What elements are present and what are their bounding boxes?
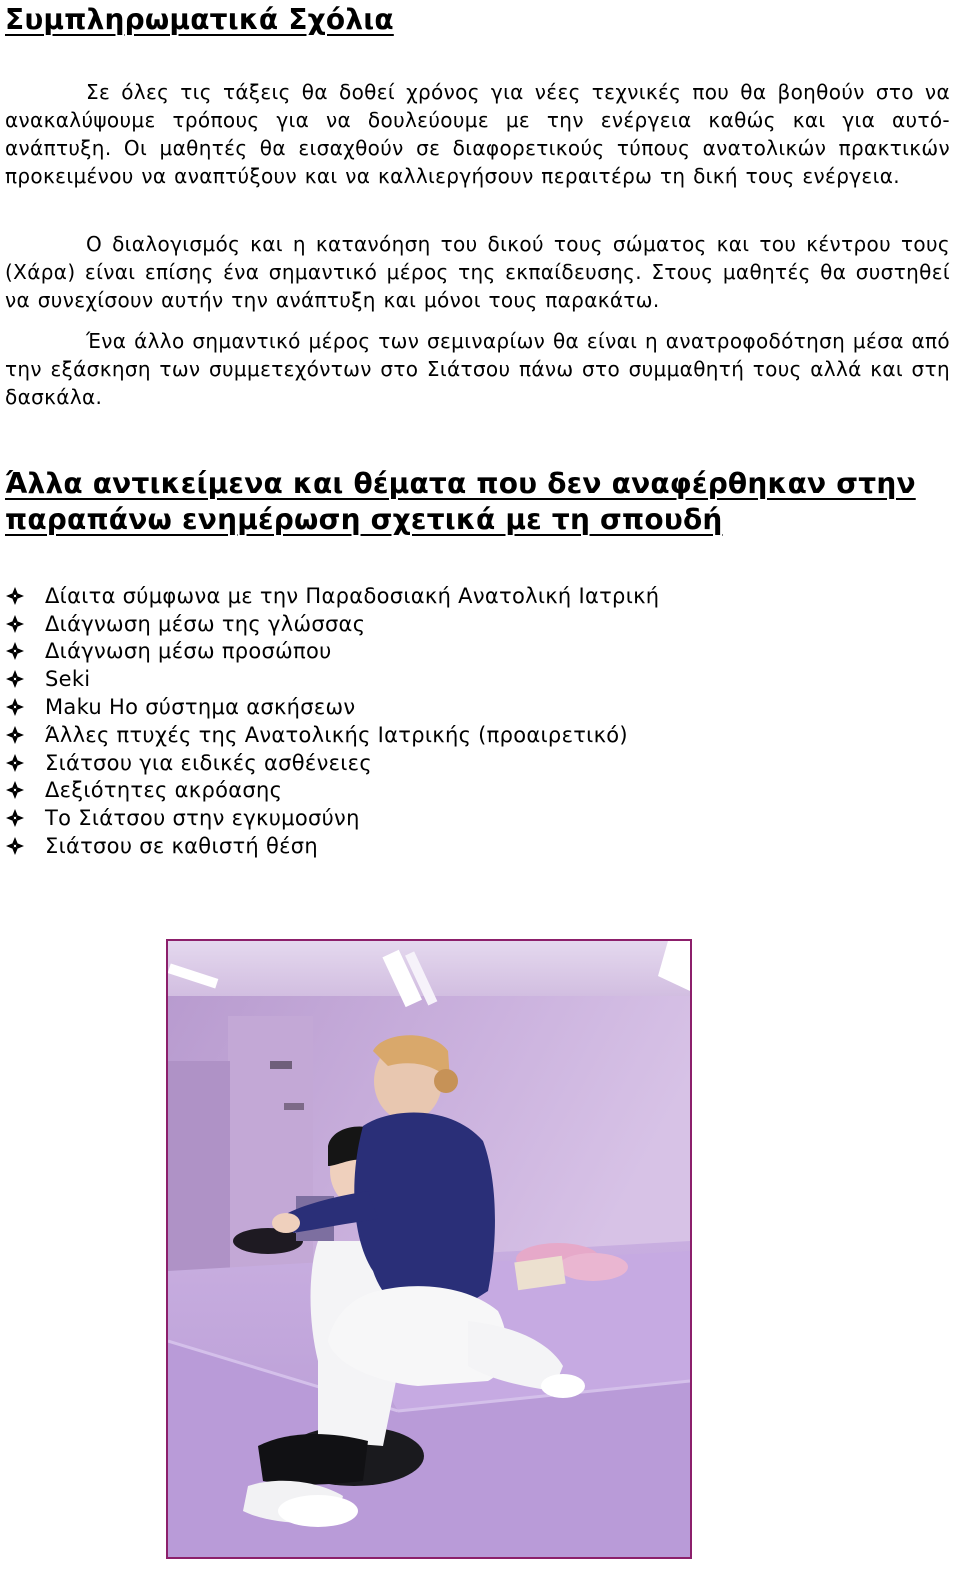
diamond-flower-bullet-icon [5, 614, 25, 634]
list-item-label: Seki [45, 667, 91, 692]
diamond-flower-bullet-icon [5, 641, 25, 661]
list-item-label: Σιάτσου για ειδικές ασθένειες [45, 750, 372, 775]
list-item [5, 832, 659, 860]
list-item [5, 749, 659, 777]
list-item [5, 665, 659, 693]
diamond-flower-bullet-icon [5, 725, 25, 745]
list-item-label: Maku Ho σύστημα ασκήσεων [45, 695, 356, 720]
list-item-label: Άλλες πτυχές της Ανατολικής Ιατρικής (προαιρετικό) [45, 722, 628, 747]
topics-list [5, 582, 659, 860]
diamond-flower-bullet-icon [5, 808, 25, 828]
list-item-label: Διάγνωση μέσω προσώπου [45, 639, 332, 664]
diamond-flower-bullet-icon [5, 753, 25, 773]
diamond-flower-bullet-icon [5, 697, 25, 717]
list-item [5, 721, 659, 749]
list-item [5, 610, 659, 638]
section-heading-supplementary-notes: Συμπληρωματικά Σχόλια [5, 3, 394, 36]
list-item-label: Δίαιτα σύμφωνα με την Παραδοσιακή Ανατολική Ιατρική [45, 583, 660, 608]
paragraph-meditation: Ο διαλογισμός και η κατανόηση του δικού τους σώματος και του κέντρου τους (Χάρα) είναι επίσης ένα σημαντικό μέρος της εκπαίδευσης. Στους μαθητές θα συστηθεί να συνεχίσουν αυτήν την ανάπτυξη και μόνοι τους παρακάτω. [5, 232, 950, 312]
diamond-flower-bullet-icon [5, 780, 25, 800]
list-item-label: Διάγνωση μέσω της γλώσσας [45, 611, 366, 636]
shiatsu-practice-photo [166, 939, 692, 1559]
list-item [5, 804, 659, 832]
list-item-label: Το Σιάτσου στην εγκυμοσύνη [45, 806, 360, 831]
diamond-flower-bullet-icon [5, 836, 25, 856]
diamond-flower-bullet-icon [5, 586, 25, 606]
list-item [5, 638, 659, 666]
paragraph-techniques: Σε όλες τις τάξεις θα δοθεί χρόνος για νέες τεχνικές που θα βοηθούν στο να ανακαλύψουμε τρόπους για να δουλεύουμε με την ενέργεια καθώς και για αυτό-ανάπτυξη. Οι μαθητές θα εισαχθούν σε διαφορετικούς τύπους ανατολικών πρακτικών προκειμένου να αναπτύξουν και να καλλιεργήσουν περαιτέρω τη δική τους ενέργεια. [5, 80, 950, 188]
section-heading-other-topics: Άλλα αντικείμενα και θέματα που δεν αναφέρθηκαν στην παραπάνω ενημέρωση σχετικά με τη σπουδή [5, 467, 916, 536]
list-item-label: Δεξιότητες ακρόασης [45, 778, 283, 803]
list-item-label: Σιάτσου σε καθιστή θέση [45, 834, 319, 859]
list-item [5, 777, 659, 805]
list-item [5, 693, 659, 721]
paragraph-feedback: Ένα άλλο σημαντικό μέρος των σεμιναρίων θα είναι η ανατροφοδότηση μέσα από την εξάσκηση των συμμετεχόντων στο Σιάτσου πάνω στο συμμαθητή τους αλλά και στη δασκάλα. [5, 329, 950, 409]
diamond-flower-bullet-icon [5, 669, 25, 689]
list-item [5, 582, 659, 610]
